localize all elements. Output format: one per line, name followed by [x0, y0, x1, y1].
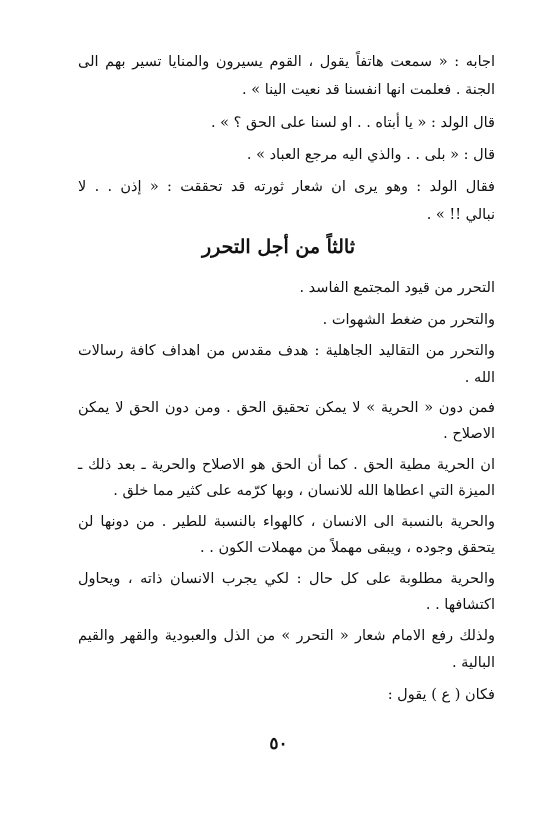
text-line: البالية . [451, 655, 495, 671]
text-line: قال : « بلى . . والذي اليه مرجع العباد » . [246, 147, 495, 163]
text-line: يتحقق وجوده ، ويبقى مهملاً من مهملات الكون . . [200, 540, 495, 556]
text-line: والحرية مطلوبة على كل حال : لكي يجرب الانسان ذاته ، ويحاول [78, 571, 495, 587]
text-line: الميزة التي اعطاها الله للانسان ، وبها كرّمه على كثير مما خلق . [113, 483, 495, 499]
text-line: اكتشافها . . [425, 597, 495, 613]
text-line: فقال الولد : وهو يرى ان شعار ثورته قد تحققت : « إذن . . لا [78, 179, 495, 195]
text-line: ولذلك رفع الامام شعار « التحرر » من الذل والعبودية والقهر والقيم [78, 628, 495, 644]
text-line: فمن دون « الحرية » لا يمكن تحقيق الحق . ومن دون الحق لا يمكن [78, 400, 495, 416]
page-number: ٥٠ [269, 734, 288, 754]
section-heading: ثالثاً من أجل التحرر [201, 236, 355, 258]
text-line: والتحرر من التقاليد الجاهلية : هدف مقدس من اهداف كافة رسالات [78, 343, 495, 359]
text-line: والحرية بالنسبة الى الانسان ، كالهواء بالنسبة للطير . من دونها لن [78, 514, 495, 530]
text-line: الله . [464, 370, 495, 386]
text-line: الاصلاح . [443, 426, 495, 442]
text-line: والتحرر من ضغط الشهوات . [322, 312, 495, 328]
text-line: فكان ( ع ) يقول : [387, 687, 495, 703]
text-line: قال الولد : « يا أبتاه . . او لسنا على الحق ؟ » . [210, 115, 495, 131]
text-line: نبالي !! » . [426, 207, 495, 223]
text-line: الجنة . فعلمت انها انفسنا قد نعيت الينا » . [242, 82, 495, 98]
text-line: اجابه : « سمعت هاتفاً يقول ، القوم يسيرون والمنايا تسير بهم الى [78, 54, 495, 70]
text-line: التحرر من قيود المجتمع الفاسد . [299, 280, 495, 296]
text-line: ان الحرية مطية الحق . كما أن الحق هو الاصلاح والحرية ـ بعد ذلك ـ [78, 457, 495, 473]
